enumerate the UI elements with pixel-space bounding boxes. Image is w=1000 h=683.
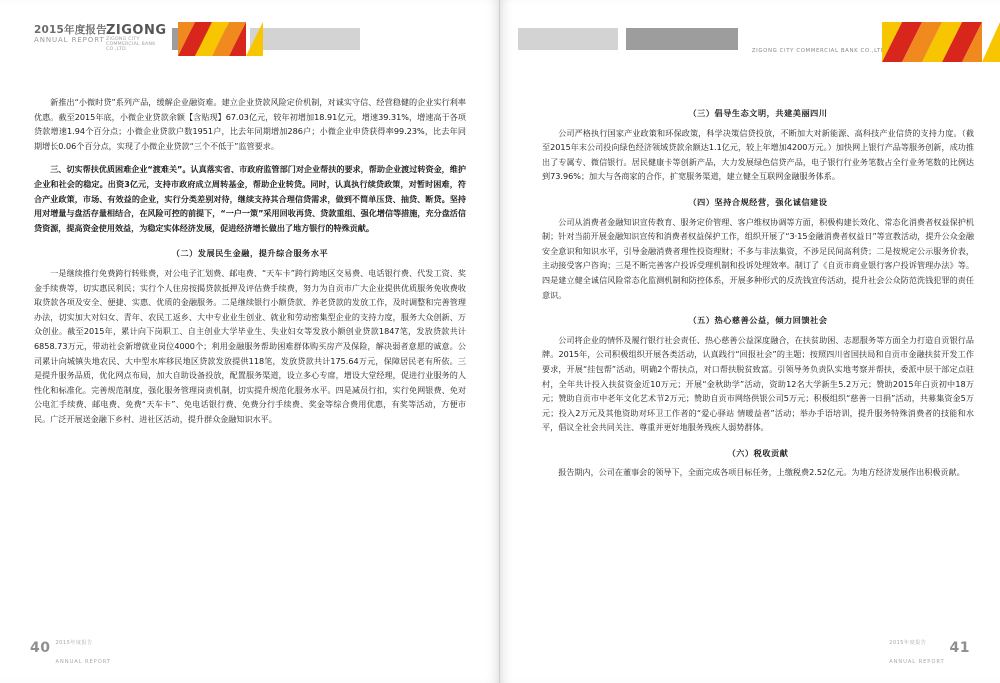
header-band-dark [626, 28, 738, 50]
left-page-footer [30, 637, 111, 665]
section-heading: （二）发展民生金融，提升综合服务水平 [171, 248, 329, 259]
footer-text [889, 629, 944, 667]
mosaic-triangle [962, 22, 982, 62]
mosaic-triangle [902, 22, 922, 62]
footer-text [55, 629, 110, 667]
right-page-header [500, 0, 1000, 70]
paragraph: 公司从消费者金融知识宣传教育、服务定价管理、客户维权协调等方面，积极构建长效化、常态化消费者权益保护机制；针对当前开展金融知识宣传和消费者权益保护工作，组织开展了“3·15金融消费者权益日”等宣教活动，提升公众金融安全意识和知识水平，引导金融消费者理性投资理财；不多与非法集资，不涉足民间高利贷；二是按规定公示服务价表，主动接受客户咨询；三是不断完善客户投诉受理机制和投诉处理效率。制订了《自贡市商业银行客户投诉管理办法》等。四是建立健全诚信风险常态化监测机制和防控体系，开展多种形式的反洗钱宣传活动，提升社会公众防范洗钱犯罪的责任意识。 [542, 216, 974, 300]
mosaic-triangle [982, 22, 1000, 62]
left-page-content [34, 95, 466, 426]
paragraph: 报告期内，公司在董事会的领导下，全面完成各项目标任务，上缴税费2.52亿元。为地方经济发展作出积极贡献。 [558, 467, 965, 478]
decorative-mosaic-right [882, 22, 1000, 62]
mosaic-triangle [195, 22, 212, 56]
brand-subtitle: ZIGONG CITY COMMERCIAL BANK CO.,LTD. [106, 37, 156, 52]
page-number: 41 [949, 640, 970, 656]
section-heading: （三）倡导生态文明，共建美丽四川 [688, 108, 828, 118]
footer-title-en: ANNUAL REPORT [55, 659, 111, 665]
mosaic-triangle [922, 22, 942, 62]
paragraph: 公司将企业的情怀及履行银行社会责任、热心慈善公益深度融合，在扶贫助困、志愿服务等方面全力打造自贡银行品牌。2015年，公司积极组织开展各类活动，认真践行“回报社会”的主题；按照四川省国扶局和自贡市金融扶贫开发工作要求，开展“挂包帮”活动，明确2个帮扶点，对口帮扶脱贫致富。引领导务负责队实地考察并帮扶，委派中层干部定点驻村，全年共计投入扶贫资金近10万元；开展“金秋助学”活动，资助12名大学新生5.2万元；赞助2015年白贡初中18万元；赞助自贡市中老年文化艺术节2万元；赞助自贡市网络供银公司5万元；积极组织“慈善一日捐”活动，共募集资金5万元；投入2万元及其他资助对环卫工作者的“爱心驿站 情暖益者”活动；举办手语培训，提升服务特殊消费者的技能和水平，倡议全社会共同关注、尊重并更好地服务残疾人弱势群体。 [542, 334, 974, 433]
report-title-en: ANNUAL REPORT [34, 36, 105, 44]
section-heading: 三、切实帮扶优质困难企业“渡难关”。认真落实省、市政府监管部门对企业帮扶的要求，帮助企业渡过转资金，维护企业和社会的稳定。出资3亿元，支持市政府成立周转基金，帮助企业转贷。同时，认真执行续贷政策，对暂时困难，符合产业政策，市场、有效益的企业，实行分类差别对待，继续支持其合理信贷需求，做到不简单压贷、抽贷、断贷。坚持用对增量与盘活存量相结合，在风险可控的前提下，“一户一策”采用回收再贷、贷款重组、强化增信等措施，充分盘活信贷资源，提高资金使用效益，为稳定实体经济发展，促进经济增长做出了地方银行的特殊贡献。 [34, 164, 466, 233]
section-heading: （四）坚持合规经营，强化诚信建设 [688, 196, 828, 207]
bank-brand-name: ZIGONG CITY COMMERCIAL BANK CO.,LTD. [751, 48, 888, 54]
mosaic-triangle [212, 22, 229, 56]
right-page-content [542, 95, 974, 480]
right-page-footer [889, 637, 970, 665]
mosaic-triangle [229, 22, 246, 56]
section-heading: （六）税收贡献 [727, 447, 789, 458]
report-logo [34, 23, 167, 52]
footer-title-cn: 2015年度报告 [889, 640, 927, 646]
header-band-light [518, 28, 618, 50]
footer-title-cn: 2015年度报告 [55, 640, 93, 646]
footer-title-en: ANNUAL REPORT [889, 659, 945, 665]
report-title-cn: 2015年度报告 [34, 24, 107, 36]
decorative-mosaic-left [178, 22, 286, 56]
paragraph: 一是继续推行免费跨行转账费，对公电子汇划费、邮电费、“天车卡”跨行跨地区交易费、电话银行费、代发工资、奖金手续费等，切实惠民利民；实行个人住房按揭贷款抵押及评估费手续费，努力为自贡市广大企业提供优质服务免收费收取贷款各项及安全、便捷、实惠、优质的金融服务。二是继续银行小额贷款、养老贷款的发放工作，及时调整和完善管理办法，切实加大对妇女、青年、农民工返乡、大中专业业生创业、就业和劳动密集型企业的支持力度，服务大众创新、万众创业。截至2015年，累计向下岗职工、自主创业大学毕业生、失业妇女等发放小额创业贷款1847笔，发放贷款共计6858.73万元，带动社会新增就业岗位4000个；利用金融服务帮助困难群体购买房产及保险，解决弱者意愿的诚意。公司累计向城镇失地农民、大中型水库移民地区贷款发放提供118笔，发放贷款共计175.64万元，保障居民老有所依。三是提升服务品质，优化网点布局，加大自助设备投放，配置服务渠道，设立多心专席，增设大堂经理，促进行业服务的人性化和标准化。完善规范制度，强化服务管理岗责机制，切实提升规范化服务水平。四是减员行扣，实行免网银费、免对公电汇手续费、邮电费、免费“天车卡”、免电话银行费、免费分行手续费、奖金等综合费用优惠，有奖等活动，方便市民。广泛开展送金融下乡村、进社区活动，提升群众金融知识水平。 [34, 267, 466, 424]
paragraph: 新推出“小微时贷”系列产品，缓解企业融资难。建立企业贷款风险定价机制，对诚实守信、经营稳健的企业实行利率优惠。截至2015年底，小微企业贷款余额【含贴现】67.03亿元，较年初增加18.91亿元，增速39.31%，增速高于各项贷款增速1.94个百分点；小微企业贷款户数1951户，比去年同期增加286户；小微企业申贷获得率99.23%，比去年同期增长0.06个百分点，实现了小微企业贷款“三个不低于”监管要求。 [34, 97, 466, 151]
section-heading: （五）热心慈善公益，倾力回馈社会 [688, 315, 828, 326]
bank-brand-footer [752, 48, 888, 55]
mosaic-triangle [942, 22, 962, 62]
mosaic-triangle [246, 22, 263, 56]
paragraph: 公司严格执行国家产业政策和环保政策，科学决策信贷投放，不断加大对新能源、高科技产业信贷的支持力度。（截至2015年末公司投向绿色经济领域贷款余额达1.1亿元，较上年增加4200万元。）加快网上银行产品等服务创新，成功推出了专属专、微信银行。居民健康卡等创新产品，大力发展绿色信贷产品，电子银行行业务笔数占全行业务笔数的比例达到73.96%；加大与各商家的合作，扩宽服务渠道，建立健全互联网金融服务体系。 [542, 127, 974, 182]
brand-name: ZIGONG [106, 23, 167, 38]
left-page-header [0, 0, 500, 70]
mosaic-triangle [882, 22, 902, 62]
right-page [500, 0, 1000, 683]
mosaic-triangle [178, 22, 195, 56]
page-number: 40 [30, 640, 51, 656]
